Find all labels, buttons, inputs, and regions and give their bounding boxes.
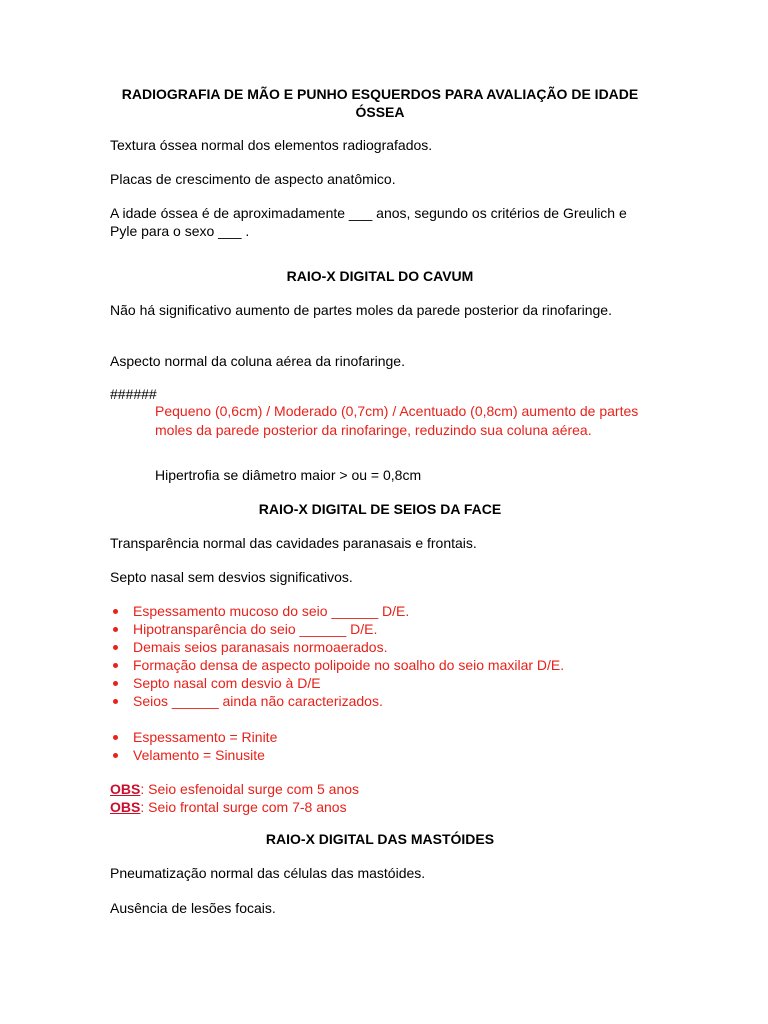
list-item: Hipotransparência do seio ______ D/E. [110,620,650,638]
note-hypertrophy-threshold: Hipertrofia se diâmetro maior > ou = 0,8cm [155,467,422,483]
paragraph-growth-plates: Placas de crescimento de aspecto anatômico. [110,171,396,187]
list-item: Espessamento mucoso do seio ______ D/E. [110,602,650,620]
paragraph-transparency: Transparência normal das cavidades paranasais e frontais. [110,535,477,551]
bullet-icon [113,627,118,632]
bullet-icon [113,609,118,614]
red-note-hypertrophy: Pequeno (0,6cm) / Moderado (0,7cm) / Acentuado (0,8cm) aumento de partes moles da parede posterior da rinofaringe, reduzindo sua coluna aérea. [155,403,639,438]
paragraph-airway: Aspecto normal da coluna aérea da rinofaringe. [110,353,405,369]
bullet-icon [113,681,118,686]
list-item: Seios ______ ainda não caracterizados. [110,692,650,710]
section-title-mastoids: RAIO-X DIGITAL DAS MASTÓIDES [265,831,495,847]
paragraph-pneumatization: Pneumatização normal das células das mastóides. [110,865,426,881]
section-title-cavum: RAIO-X DIGITAL DO CAVUM [286,268,474,284]
marker-hashes: ###### [110,386,157,402]
section-title-hand-wrist: RADIOGRAFIA DE MÃO E PUNHO ESQUERDOS PARA AVALIAÇÃO DE IDADE ÓSSEA [121,86,639,120]
paragraph-nasal-septum: Septo nasal sem desvios significativos. [110,569,353,585]
paragraph-no-lesions: Ausência de lesões focais. [110,900,276,916]
obs-line-frontal: OBS: Seio frontal surge com 7-8 anos [110,799,347,815]
list-item: Velamento = Sinusite [110,746,650,764]
bullet-icon [113,663,118,668]
findings-list [110,602,650,710]
obs-label: OBS [110,799,141,815]
section-title-sinuses: RAIO-X DIGITAL DE SEIOS DA FACE [258,501,502,517]
bullet-icon [113,735,118,740]
definitions-list [110,728,650,764]
paragraph-bone-texture: Textura óssea normal dos elementos radiografados. [110,137,433,153]
bullet-icon [113,699,118,704]
list-item: Demais seios paranasais normoaerados. [110,638,650,656]
paragraph-bone-age: A idade óssea é de aproximadamente ___ anos, segundo os critérios de Greulich e Pyle para o sexo ___ . [110,205,627,239]
list-item: Espessamento = Rinite [110,728,650,746]
list-item: Formação densa de aspecto polipoide no soalho do seio maxilar D/E. [110,656,650,674]
list-item: Septo nasal com desvio à D/E [110,674,650,692]
bullet-icon [113,645,118,650]
paragraph-soft-tissue: Não há significativo aumento de partes moles da parede posterior da rinofaringe. [110,302,612,318]
bullet-icon [113,753,118,758]
obs-line-sphenoid: OBS: Seio esfenoidal surge com 5 anos [110,781,360,797]
obs-label: OBS [110,781,141,797]
